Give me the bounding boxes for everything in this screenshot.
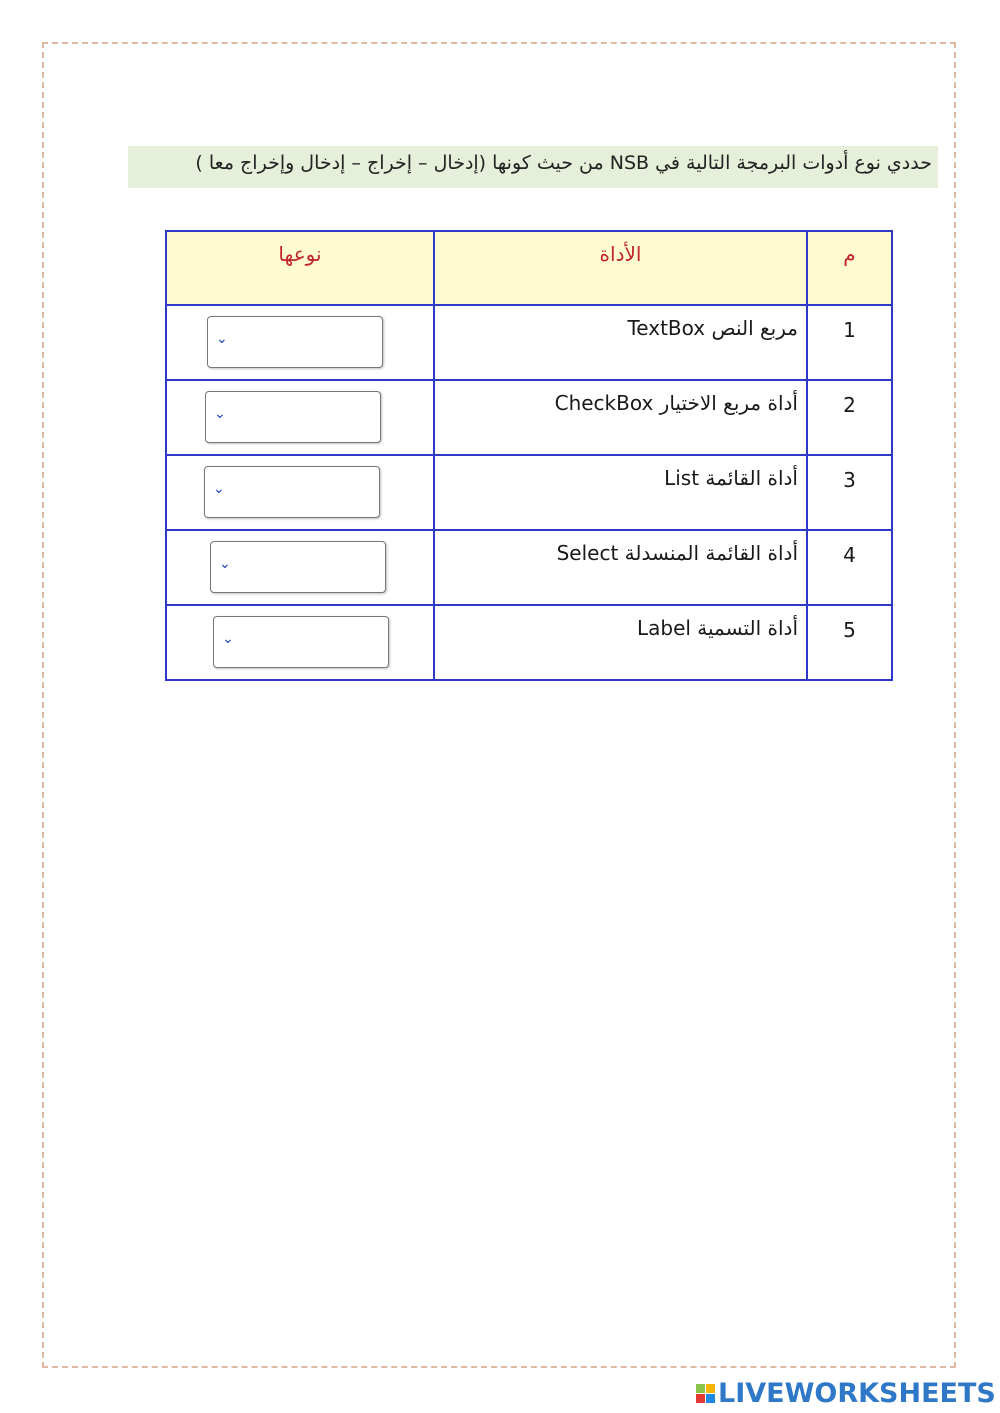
chevron-down-icon: ⌄ <box>214 406 226 422</box>
table-row <box>166 605 892 680</box>
row-type-cell <box>166 455 434 530</box>
chevron-down-icon: ⌄ <box>219 556 231 572</box>
table-header-row <box>166 231 892 305</box>
table-row <box>166 530 892 605</box>
row-type-cell <box>166 380 434 455</box>
table-row <box>166 455 892 530</box>
type-dropdown[interactable] <box>210 541 386 593</box>
row-number: 2 <box>807 380 892 455</box>
header-tool: الأداة <box>434 231 807 305</box>
table-row <box>166 380 892 455</box>
row-number: 4 <box>807 530 892 605</box>
chevron-down-icon: ⌄ <box>213 481 225 497</box>
brand-watermark <box>696 1378 996 1409</box>
header-number: م <box>807 231 892 305</box>
row-type-cell <box>166 530 434 605</box>
chevron-down-icon: ⌄ <box>216 331 228 347</box>
row-type-cell <box>166 605 434 680</box>
row-number: 1 <box>807 305 892 380</box>
instruction-text: حددي نوع أدوات البرمجة التالية في NSB من حيث كونها (إدخال – إخراج – إدخال وإخراج معا ) <box>128 146 938 188</box>
liveworksheets-logo-icon <box>696 1384 715 1403</box>
row-tool-name: أداة التسمية Label <box>434 605 807 680</box>
row-tool-name: مربع النص TextBox <box>434 305 807 380</box>
type-dropdown[interactable] <box>204 466 380 518</box>
type-dropdown[interactable] <box>213 616 389 668</box>
type-dropdown[interactable] <box>205 391 381 443</box>
row-tool-name: أداة القائمة المنسدلة Select <box>434 530 807 605</box>
brand-name: LIVEWORKSHEETS <box>718 1378 996 1409</box>
tools-table <box>165 230 893 681</box>
row-tool-name: أداة مربع الاختيار CheckBox <box>434 380 807 455</box>
table-row <box>166 305 892 380</box>
row-tool-name: أداة القائمة List <box>434 455 807 530</box>
header-type: نوعها <box>166 231 434 305</box>
row-type-cell <box>166 305 434 380</box>
chevron-down-icon: ⌄ <box>222 631 234 647</box>
type-dropdown[interactable] <box>207 316 383 368</box>
row-number: 5 <box>807 605 892 680</box>
row-number: 3 <box>807 455 892 530</box>
